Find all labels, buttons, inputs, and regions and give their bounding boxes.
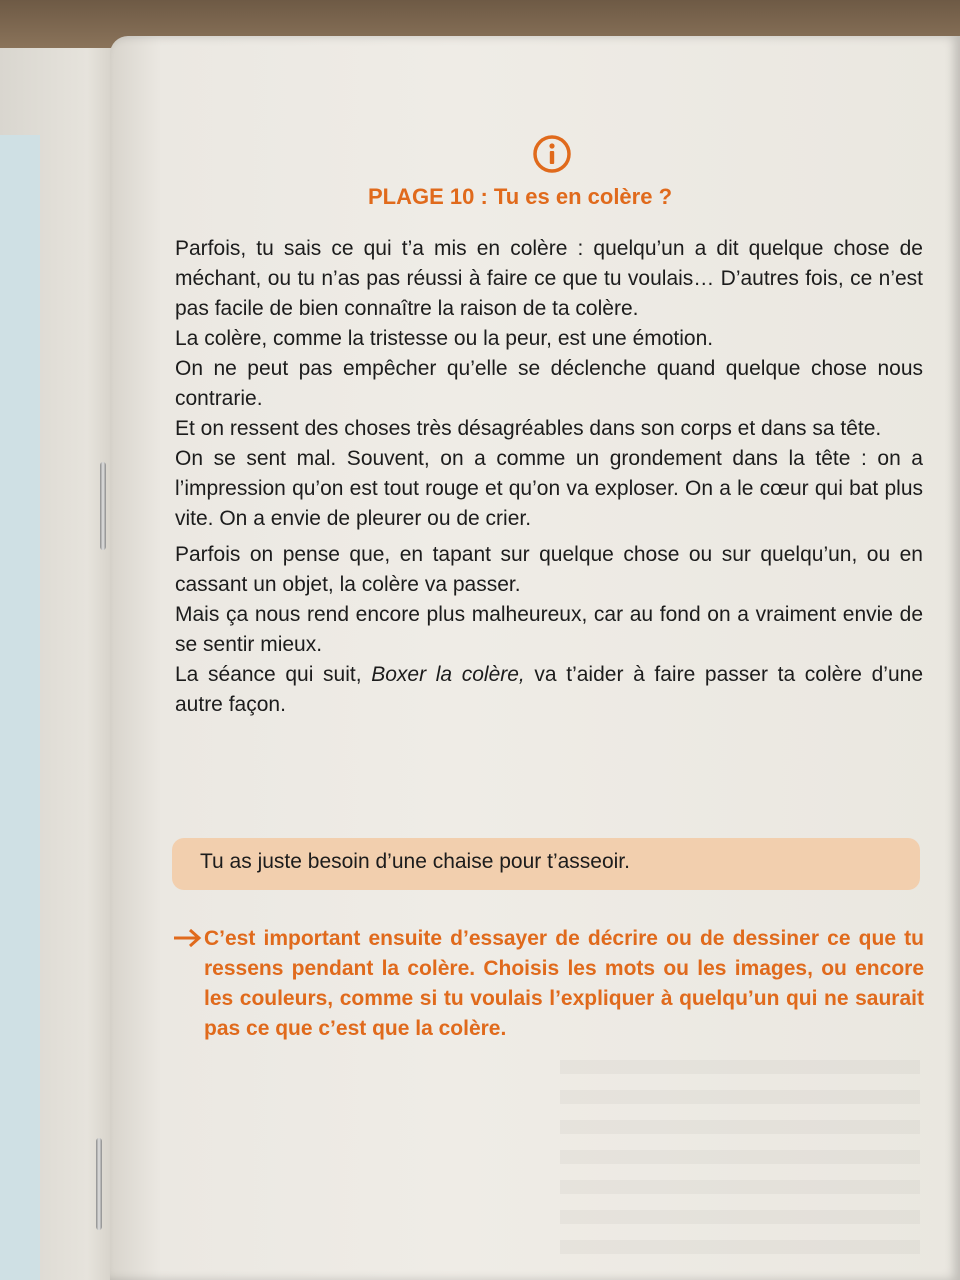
instruction-block — [172, 924, 924, 1044]
note-box — [172, 838, 920, 890]
info-circle-icon — [532, 134, 572, 174]
paragraph-last — [175, 660, 923, 720]
right-arrow-icon — [172, 926, 202, 950]
section-title: PLAGE 10 : Tu es en colère ? — [368, 184, 673, 209]
staple-top — [100, 462, 106, 550]
paragraph: La colère, comme la tristesse ou la peur, est une émotion. — [175, 327, 714, 350]
paragraph: Parfois, tu sais ce qui t’a mis en colère : quelqu’un a dit quelque chose de méchant, ou tu n’as pas réussi à faire ce que tu voulais… D’autres fois, ce n’est pas facile de bien connaître la raison de ta colère. — [175, 237, 923, 320]
staple-bottom — [96, 1138, 102, 1230]
instruction-text: C’est important ensuite d’essayer de décrire ou de dessiner ce que tu ressens pendant la colère. Choisis les mots ou les images, ou encore les couleurs, comme si tu voulais l’expliquer à quelqu’un qui ne saurait pas ce que c’est que la colère. — [204, 927, 924, 1040]
paragraph: Mais ça nous rend encore plus malheureux, car au fond on a vraiment envie de se sentir mieux. — [175, 603, 923, 656]
body-text — [175, 234, 923, 720]
paragraph-text: va t’aider à faire passer ta colère d’une autre façon. — [175, 663, 923, 716]
paragraph: Parfois on pense que, en tapant sur quelque chose ou sur quelqu’un, ou en cassant un objet, la colère va passer. — [175, 543, 923, 596]
paragraph: On se sent mal. Souvent, on a comme un grondement dans la tête : on a l’impression qu’on est tout rouge et qu’on va exploser. On a le cœur qui bat plus vite. On a envie de pleurer ou de crier. — [175, 447, 923, 530]
note-text: Tu as juste besoin d’une chaise pour t’asseoir. — [200, 850, 630, 873]
show-through-text — [560, 1060, 920, 1260]
left-page-blue-strip — [0, 135, 40, 1280]
paragraph: On ne peut pas empêcher qu’elle se déclenche quand quelque chose nous contrarie. — [175, 357, 923, 410]
paragraph-text: La séance qui suit, — [175, 663, 372, 686]
session-title-italic: Boxer la colère, — [371, 663, 525, 686]
paragraph: Et on ressent des choses très désagréables dans son corps et dans sa tête. — [175, 417, 882, 440]
